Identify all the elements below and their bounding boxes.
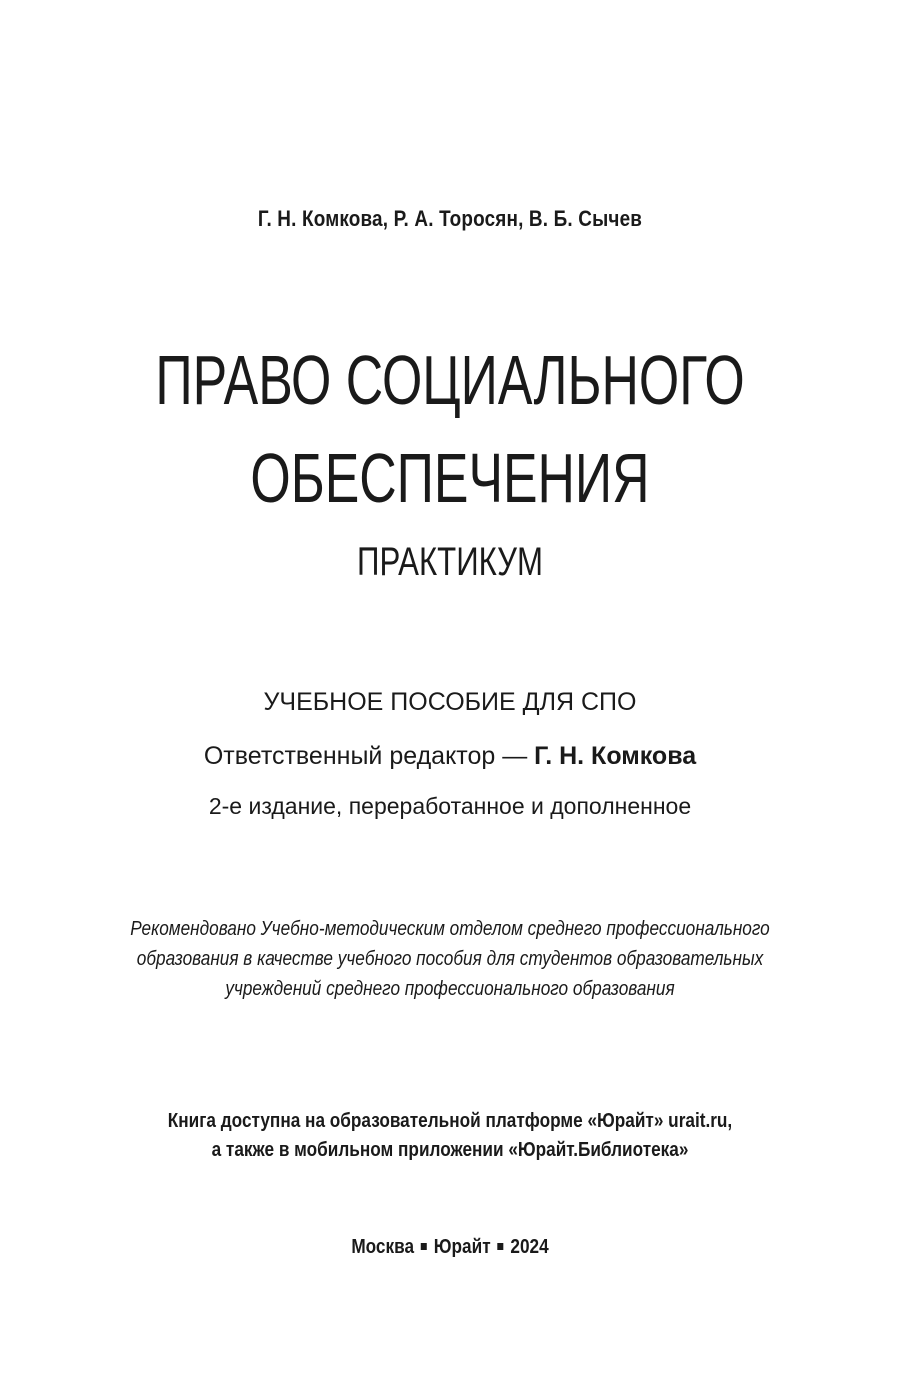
recommendation-line-1: Рекомендовано Учебно-методическим отделом среднего профессионального [130, 918, 770, 940]
square-separator-icon [421, 1243, 427, 1250]
platform-note-line-1: Книга доступна на образовательной платформе «Юрайт» urait.ru, [167, 1110, 733, 1132]
imprint-year: 2024 [510, 1236, 549, 1258]
title-line-1: ПРАВО СОЦИАЛЬНОГО [155, 341, 745, 419]
title-line-2: ОБЕСПЕЧЕНИЯ [250, 439, 650, 517]
recommendation-line-2: образования в качестве учебного пособия для студентов образовательных [136, 948, 764, 970]
imprint [63, 1236, 837, 1259]
imprint-publisher: Юрайт [433, 1236, 491, 1258]
subtitle: ПРАКТИКУМ [357, 540, 543, 584]
recommendation-line-3: учреждений среднего профессионального образования [225, 978, 675, 1000]
authors: Г. Н. Комкова, Р. А. Торосян, В. Б. Сычев [257, 206, 643, 231]
responsible-editor [0, 742, 900, 771]
education-type: УЧЕБНОЕ ПОСОБИЕ ДЛЯ СПО [263, 688, 637, 716]
imprint-city: Москва [351, 1236, 415, 1258]
editor-label: Ответственный редактор — [203, 742, 535, 770]
square-separator-icon [498, 1243, 504, 1250]
editor-name: Г. Н. Комкова [534, 742, 697, 770]
platform-note-line-2: а также в мобильном приложении «Юрайт.Библиотека» [211, 1139, 689, 1161]
edition-info: 2-е издание, переработанное и дополненное [208, 793, 692, 819]
